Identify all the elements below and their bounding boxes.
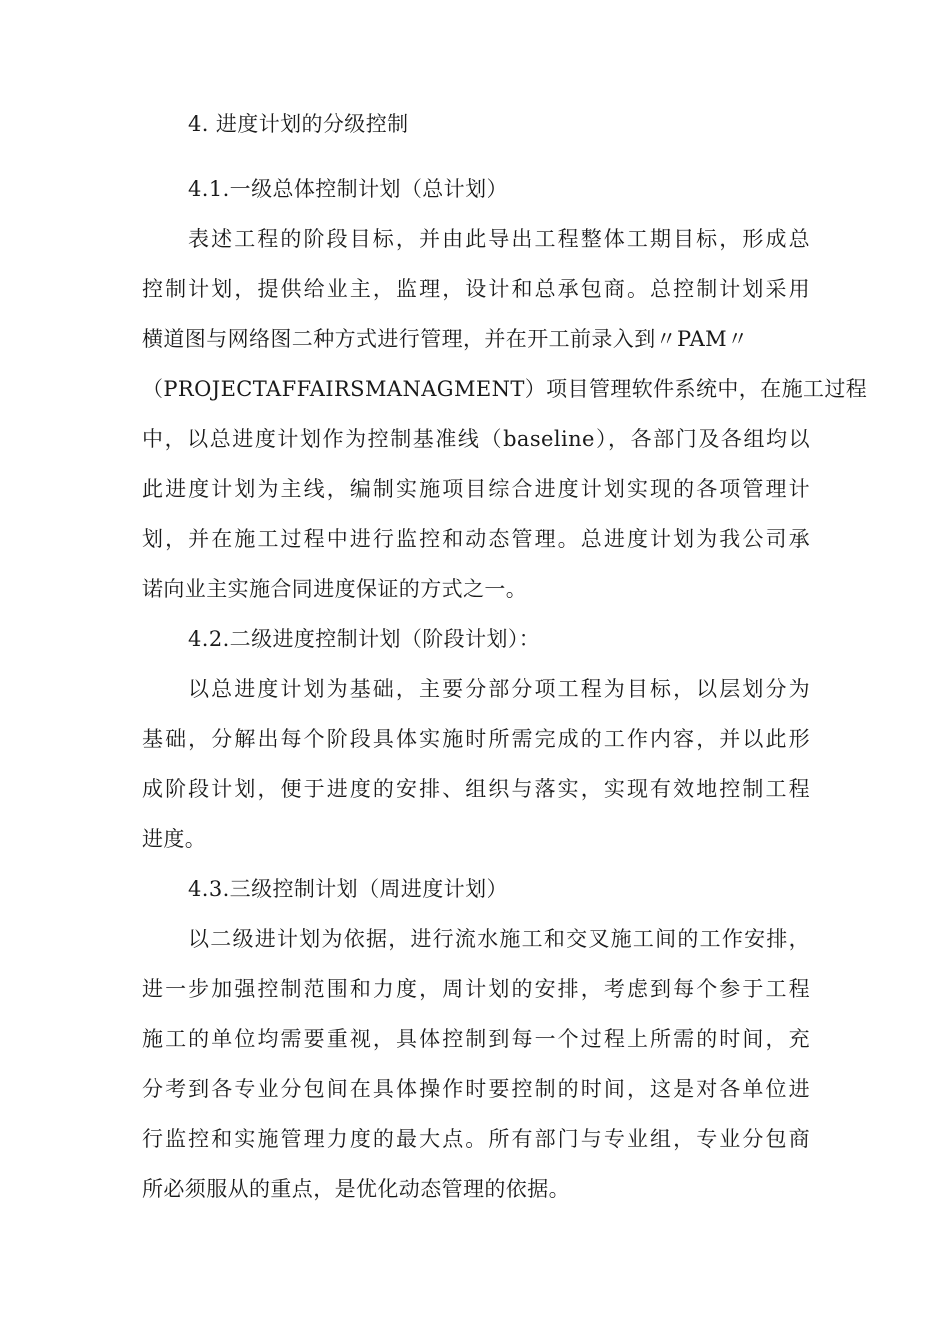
- paragraph-line: 划，并在施工过程中进行监控和动态管理。总进度计划为我公司承: [142, 527, 810, 551]
- paragraph-line: 行监控和实施管理力度的最大点。所有部门与专业组，专业分包商: [142, 1127, 810, 1151]
- section-heading-4-1: 4.1.一级总体控制计划（总计划）: [188, 177, 508, 201]
- paragraph-line: 表述工程的阶段目标，并由此导出工程整体工期目标，形成总: [188, 227, 810, 251]
- paragraph-line: 分考到各专业分包间在具体操作时要控制的时间，这是对各单位进: [142, 1077, 810, 1101]
- paragraph-line: （PROJECTAFFAIRSMANAGMENT）项目管理软件系统中，在施工过程: [142, 377, 868, 401]
- section-heading-4-3: 4.3.三级控制计划（周进度计划）: [188, 877, 508, 901]
- section-heading-4: 4. 进度计划的分级控制: [188, 112, 409, 136]
- paragraph-line: 控制计划，提供给业主，监理，设计和总承包商。总控制计划采用: [142, 277, 810, 301]
- paragraph-line: 施工的单位均需要重视，具体控制到每一个过程上所需的时间，充: [142, 1027, 810, 1051]
- paragraph-line: 以总进度计划为基础，主要分部分项工程为目标，以层划分为: [188, 677, 810, 701]
- paragraph-line: 诺向业主实施合同进度保证的方式之一。: [142, 577, 528, 601]
- paragraph-line: 中，以总进度计划作为控制基准线（baseline），各部门及各组均以: [142, 427, 810, 451]
- paragraph-line: 所必须服从的重点，是优化动态管理的依据。: [142, 1177, 570, 1201]
- paragraph-line: 基础，分解出每个阶段具体实施时所需完成的工作内容，并以此形: [142, 727, 810, 751]
- paragraph-line: 横道图与网络图二种方式进行管理，并在开工前录入到〃PAM〃: [142, 327, 749, 351]
- section-heading-4-2: 4.2.二级进度控制计划（阶段计划）：: [188, 627, 541, 651]
- paragraph-line: 此进度计划为主线，编制实施项目综合进度计划实现的各项管理计: [142, 477, 810, 501]
- paragraph-line: 以二级进计划为依据，进行流水施工和交叉施工间的工作安排，: [188, 927, 810, 951]
- paragraph-line: 进一步加强控制范围和力度，周计划的安排，考虑到每个参于工程: [142, 977, 810, 1001]
- paragraph-line: 成阶段计划，便于进度的安排、组织与落实，实现有效地控制工程: [142, 777, 810, 801]
- paragraph-line: 进度。: [142, 827, 207, 851]
